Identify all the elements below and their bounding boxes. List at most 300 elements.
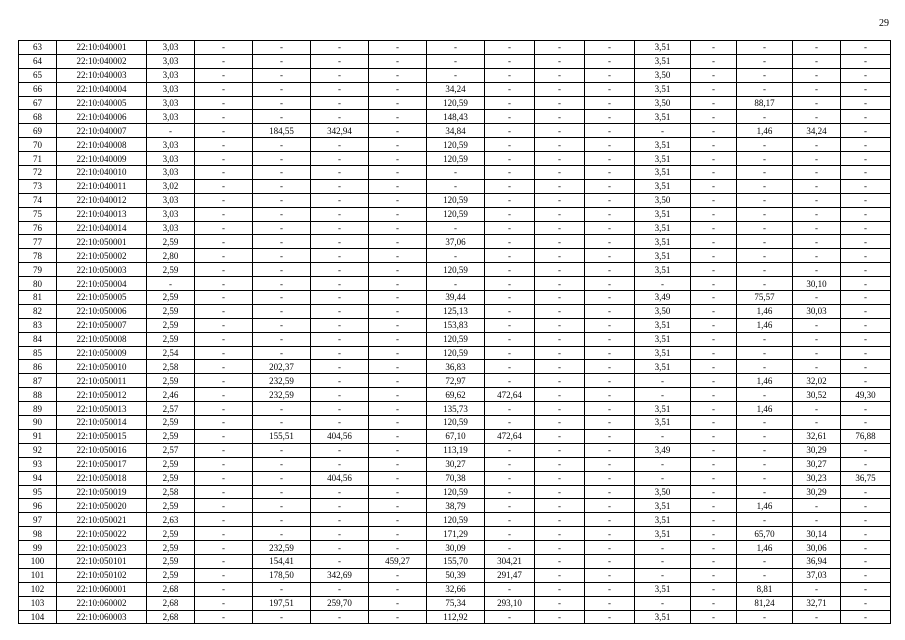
table-cell: - [793,263,841,277]
table-cell: 178,50 [253,568,311,582]
table-cell: - [841,82,891,96]
data-table [18,40,891,624]
table-cell: - [195,304,253,318]
table-cell: - [195,443,253,457]
table-cell: 32,02 [793,374,841,388]
table-cell: - [841,235,891,249]
table-cell: - [691,554,737,568]
table-cell: - [841,291,891,305]
table-cell: - [311,166,369,180]
table-cell: - [195,82,253,96]
table-cell: - [535,304,585,318]
table-cell: - [195,68,253,82]
table-cell: - [195,568,253,582]
table-cell: 3,51 [635,499,691,513]
table-cell: 81 [19,291,57,305]
table-cell: 96 [19,499,57,513]
table-cell: - [311,541,369,555]
table-cell: - [311,513,369,527]
table-cell: 120,59 [427,207,485,221]
table-cell: - [535,138,585,152]
table-cell: 3,03 [147,41,195,55]
table-cell: - [485,54,535,68]
table-cell: 2,80 [147,249,195,263]
table-cell: - [369,54,427,68]
table-cell: - [253,193,311,207]
table-cell: 30,27 [793,457,841,471]
table-cell: - [369,124,427,138]
table-cell: 232,59 [253,541,311,555]
table-cell: - [841,193,891,207]
table-cell: - [841,207,891,221]
table-cell: - [691,249,737,263]
table-cell: - [841,54,891,68]
table-cell: 3,03 [147,54,195,68]
table-cell: - [485,457,535,471]
table-cell: - [253,277,311,291]
table-cell: 3,51 [635,235,691,249]
table-cell: 30,09 [427,541,485,555]
table-cell: 120,59 [427,416,485,430]
table-cell: 2,59 [147,568,195,582]
table-cell: - [691,582,737,596]
table-cell: 22:10:050022 [57,527,147,541]
table-cell: 22:10:040007 [57,124,147,138]
table-cell: - [195,41,253,55]
table-cell: - [195,193,253,207]
table-cell: - [485,402,535,416]
table-cell: - [485,249,535,263]
table-cell: - [737,416,793,430]
table-cell: - [253,513,311,527]
table-cell: - [535,541,585,555]
table-cell: - [535,82,585,96]
table-cell: - [585,499,635,513]
table-cell: - [253,346,311,360]
table-cell: - [535,457,585,471]
table-cell: - [691,179,737,193]
table-cell: 100 [19,554,57,568]
table-cell: - [737,443,793,457]
table-row [19,582,891,596]
table-cell: - [485,582,535,596]
table-cell: 3,51 [635,179,691,193]
table-cell: - [585,166,635,180]
table-cell: 101 [19,568,57,582]
table-cell: - [585,41,635,55]
table-cell: 2,68 [147,596,195,610]
table-cell: - [485,152,535,166]
table-cell: 2,57 [147,443,195,457]
table-cell: 22:10:040001 [57,41,147,55]
table-cell: - [585,277,635,291]
table-cell: 30,29 [793,443,841,457]
table-cell: - [311,318,369,332]
table-cell: - [485,193,535,207]
table-cell: - [195,527,253,541]
table-cell: - [737,554,793,568]
table-cell: 291,47 [485,568,535,582]
table-cell: - [195,610,253,624]
table-cell: 103 [19,596,57,610]
table-cell: - [737,485,793,499]
table-cell: - [841,582,891,596]
table-cell: - [841,513,891,527]
table-cell: - [585,485,635,499]
table-cell: - [691,54,737,68]
table-cell: 88,17 [737,96,793,110]
table-cell: 36,75 [841,471,891,485]
table-cell: - [841,360,891,374]
table-cell: - [691,96,737,110]
table-cell: - [691,513,737,527]
table-cell: 125,13 [427,304,485,318]
table-cell: - [585,360,635,374]
table-cell: - [369,429,427,443]
table-cell: 32,61 [793,429,841,443]
table-cell: - [691,388,737,402]
table-cell: - [195,541,253,555]
table-row [19,388,891,402]
table-cell: 113,19 [427,443,485,457]
table-cell: - [585,54,635,68]
table-cell: 30,29 [793,485,841,499]
table-cell: - [691,471,737,485]
table-cell: - [841,346,891,360]
table-cell: - [535,416,585,430]
table-row [19,596,891,610]
table-cell: - [485,318,535,332]
table-cell: 3,51 [635,54,691,68]
table-cell: - [691,527,737,541]
table-cell: - [535,96,585,110]
table-cell: - [311,582,369,596]
table-cell: 3,51 [635,527,691,541]
table-cell: 2,59 [147,374,195,388]
table-cell: 3,51 [635,416,691,430]
table-cell: - [369,541,427,555]
table-cell: 293,10 [485,596,535,610]
table-cell: - [253,582,311,596]
table-cell: - [253,179,311,193]
table-cell: - [369,457,427,471]
table-cell: - [793,82,841,96]
page-number: 29 [879,18,889,29]
table-cell: 94 [19,471,57,485]
table-row [19,541,891,555]
table-cell: - [535,124,585,138]
table-cell: - [369,513,427,527]
table-cell: - [195,152,253,166]
table-cell: 3,50 [635,485,691,499]
table-cell: - [485,68,535,82]
table-cell: 22:10:040006 [57,110,147,124]
table-cell: - [535,179,585,193]
table-cell: - [535,235,585,249]
table-cell: - [793,235,841,249]
table-cell: - [793,221,841,235]
table-cell: 64 [19,54,57,68]
table-cell: - [485,416,535,430]
table-cell: 34,84 [427,124,485,138]
table-cell: - [427,277,485,291]
table-cell: 65,70 [737,527,793,541]
table-cell: - [793,152,841,166]
table-cell: - [195,554,253,568]
table-cell: - [253,68,311,82]
table-cell: - [369,360,427,374]
table-cell: - [691,416,737,430]
table-cell: 120,59 [427,152,485,166]
table-cell: 2,68 [147,610,195,624]
table-cell: - [535,554,585,568]
table-cell: 135,73 [427,402,485,416]
table-cell: 120,59 [427,332,485,346]
table-cell: - [535,402,585,416]
table-cell: - [195,332,253,346]
table-cell: - [841,554,891,568]
table-cell: 76 [19,221,57,235]
table-cell: - [635,568,691,582]
table-cell: 22:10:040002 [57,54,147,68]
table-cell: 2,68 [147,582,195,596]
table-cell: 3,51 [635,318,691,332]
table-cell: - [793,582,841,596]
table-cell: 22:10:050018 [57,471,147,485]
table-cell: - [535,388,585,402]
table-cell: - [195,360,253,374]
table-cell: - [253,499,311,513]
table-cell: 97 [19,513,57,527]
table-cell: - [369,291,427,305]
table-cell: - [841,332,891,346]
table-cell: - [737,207,793,221]
table-row [19,291,891,305]
table-cell: - [195,429,253,443]
table-cell: - [635,388,691,402]
table-cell: - [535,152,585,166]
table-cell: - [737,41,793,55]
table-cell: 148,43 [427,110,485,124]
table-cell: - [691,610,737,624]
table-cell: - [195,499,253,513]
table-cell: - [585,374,635,388]
table-cell: - [427,41,485,55]
table-cell: - [737,263,793,277]
table-cell: 1,46 [737,124,793,138]
table-cell: - [585,124,635,138]
table-cell: - [195,388,253,402]
table-cell: - [737,332,793,346]
table-cell: - [485,291,535,305]
table-cell: 120,59 [427,513,485,527]
table-cell: - [311,41,369,55]
table-cell: - [311,346,369,360]
table-cell: 84 [19,332,57,346]
table-cell: - [485,513,535,527]
table-cell: - [253,610,311,624]
table-cell: 3,51 [635,346,691,360]
table-cell: - [195,457,253,471]
table-body [19,41,891,624]
table-cell: 34,24 [793,124,841,138]
table-cell: 404,56 [311,429,369,443]
table-cell: - [369,582,427,596]
table-cell: 1,46 [737,304,793,318]
table-cell: - [691,263,737,277]
table-cell: - [369,568,427,582]
table-cell: - [311,402,369,416]
table-cell: - [841,124,891,138]
table-cell: - [311,610,369,624]
table-cell: 1,46 [737,402,793,416]
table-cell: - [253,82,311,96]
table-row [19,193,891,207]
table-cell: - [841,318,891,332]
table-cell: - [369,471,427,485]
table-cell: - [737,513,793,527]
table-cell: - [585,568,635,582]
table-cell: 22:10:050007 [57,318,147,332]
table-cell: - [841,527,891,541]
table-cell: 3,03 [147,138,195,152]
table-cell: 22:10:050102 [57,568,147,582]
table-cell: - [691,207,737,221]
table-cell: - [691,152,737,166]
table-cell: - [585,388,635,402]
table-cell: 404,56 [311,471,369,485]
table-cell: 82 [19,304,57,318]
table-cell: - [369,249,427,263]
table-cell: - [841,249,891,263]
table-cell: - [195,110,253,124]
table-cell: - [585,68,635,82]
table-cell: 22:10:050020 [57,499,147,513]
table-cell: 22:10:040009 [57,152,147,166]
table-cell: 22:10:060002 [57,596,147,610]
table-cell: 120,59 [427,96,485,110]
table-row [19,374,891,388]
table-row [19,554,891,568]
table-cell: 75,57 [737,291,793,305]
table-cell: - [311,485,369,499]
table-cell: - [793,332,841,346]
table-cell: - [841,152,891,166]
table-cell: - [841,304,891,318]
table-cell: - [535,277,585,291]
table-cell: - [369,416,427,430]
table-cell: 63 [19,41,57,55]
table-cell: - [737,193,793,207]
table-cell: 22:10:040011 [57,179,147,193]
table-cell: - [535,346,585,360]
table-row [19,304,891,318]
table-cell: 3,03 [147,152,195,166]
table-cell: - [253,485,311,499]
table-cell: - [737,277,793,291]
table-row [19,318,891,332]
table-cell: 32,66 [427,582,485,596]
table-cell: - [427,249,485,263]
table-cell: - [841,277,891,291]
table-cell: 87 [19,374,57,388]
table-cell: - [485,610,535,624]
table-cell: 22:10:040010 [57,166,147,180]
table-cell: 232,59 [253,388,311,402]
table-cell: 3,03 [147,96,195,110]
table-cell: - [253,152,311,166]
table-cell: - [535,610,585,624]
table-cell: - [195,207,253,221]
table-cell: 3,51 [635,582,691,596]
table-row [19,485,891,499]
table-cell: 72 [19,166,57,180]
table-cell: - [485,471,535,485]
table-cell: - [195,374,253,388]
table-cell: 90 [19,416,57,430]
table-cell: - [311,179,369,193]
table-cell: - [369,596,427,610]
table-cell: - [691,110,737,124]
table-cell: - [841,96,891,110]
table-cell: - [691,443,737,457]
table-cell: 30,10 [793,277,841,291]
table-cell: - [485,346,535,360]
table-cell: - [793,291,841,305]
table-cell: 50,39 [427,568,485,582]
table-row [19,360,891,374]
table-cell: 75 [19,207,57,221]
table-cell: - [253,166,311,180]
table-cell: - [311,235,369,249]
table-cell: - [691,485,737,499]
table-cell: 3,50 [635,68,691,82]
table-cell: - [585,304,635,318]
table-cell: - [311,499,369,513]
table-cell: - [691,82,737,96]
table-cell: - [585,291,635,305]
table-cell: - [585,443,635,457]
table-row [19,263,891,277]
table-cell: - [691,68,737,82]
table-cell: - [585,527,635,541]
table-cell: 1,46 [737,374,793,388]
table-cell: - [195,235,253,249]
table-cell: - [585,138,635,152]
table-cell: - [841,68,891,82]
table-row [19,138,891,152]
table-cell: 472,64 [485,429,535,443]
table-cell: 22:10:050008 [57,332,147,346]
table-cell: 120,59 [427,485,485,499]
table-cell: - [253,235,311,249]
table-cell: - [841,138,891,152]
table-cell: - [253,318,311,332]
table-cell: 67 [19,96,57,110]
table-cell: - [311,193,369,207]
table-cell: 184,55 [253,124,311,138]
table-cell: 78 [19,249,57,263]
table-cell: - [737,138,793,152]
table-row [19,152,891,166]
table-cell: 22:10:050014 [57,416,147,430]
table-cell: - [253,471,311,485]
table-cell: - [585,193,635,207]
table-cell: - [585,263,635,277]
table-cell: - [841,541,891,555]
table-cell: - [195,402,253,416]
table-cell: - [841,568,891,582]
